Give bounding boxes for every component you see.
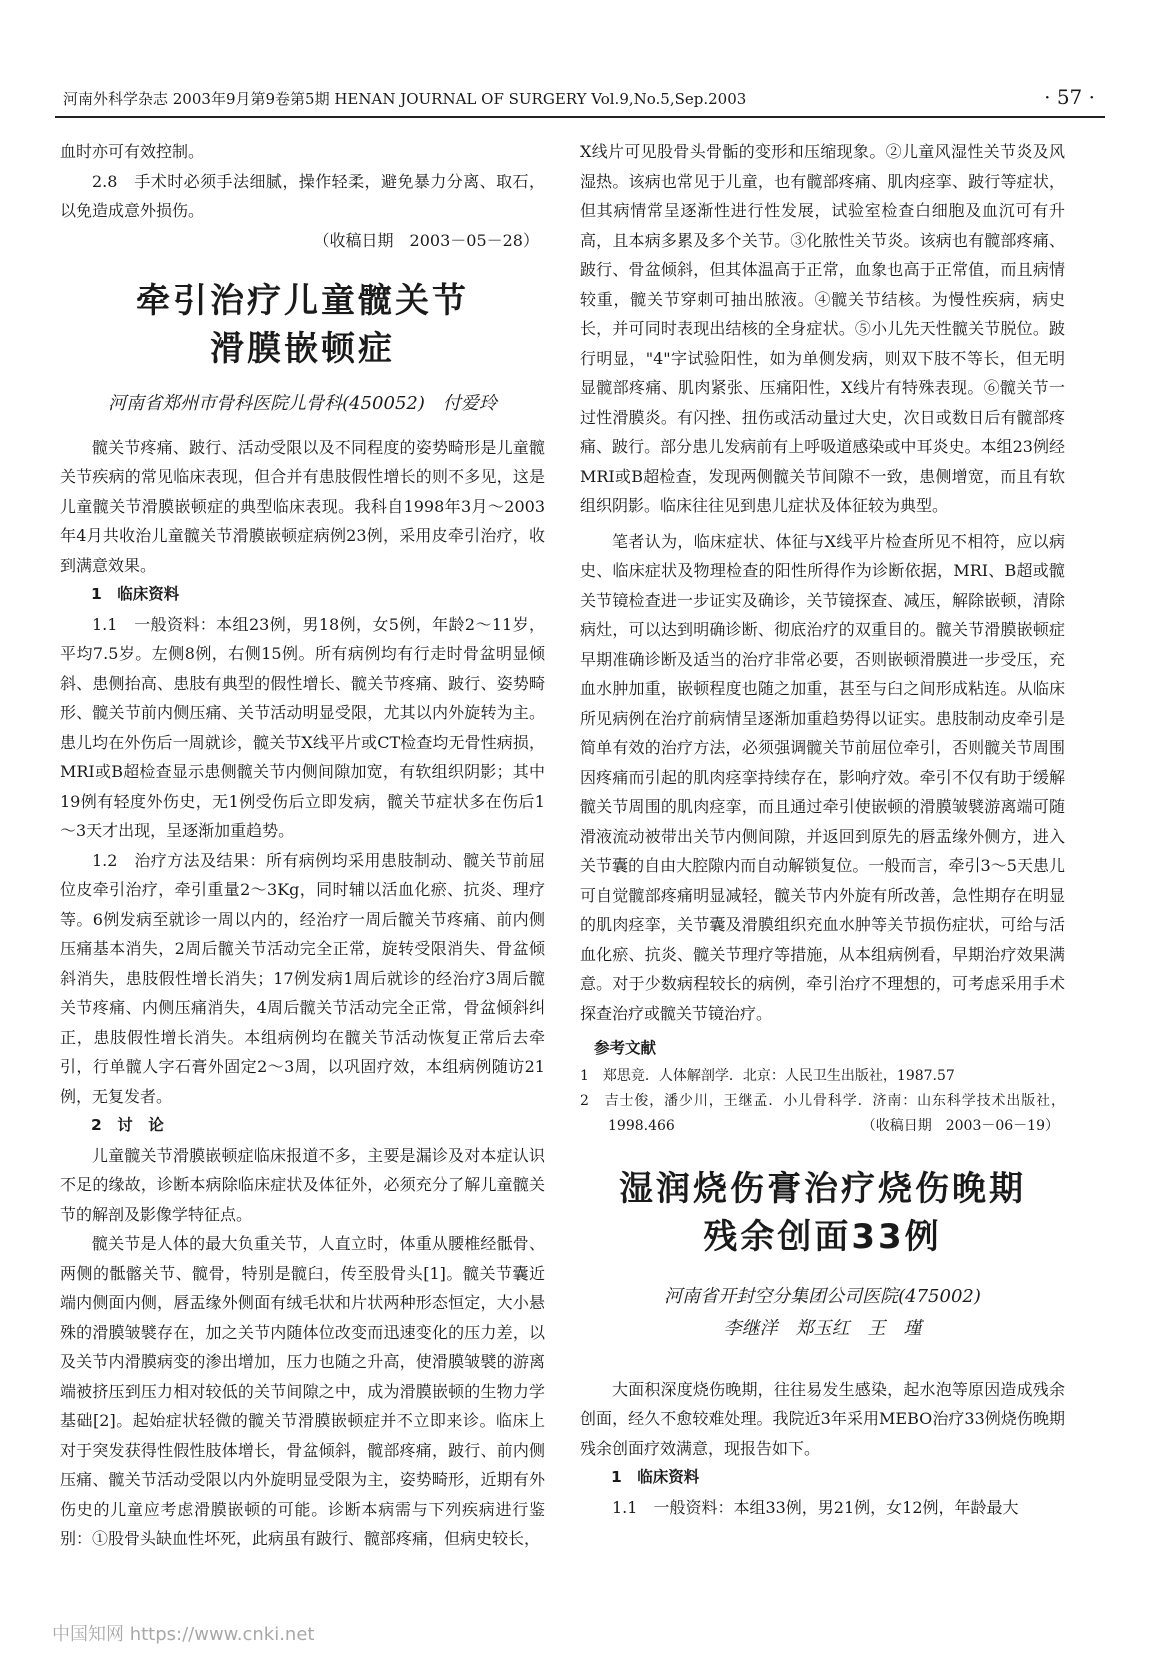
received-date: （收稿日期 2003－06－19） [861,1117,1059,1134]
paragraph-2-2: 髋关节是人体的最大负重关节，人直立时，体重从腰椎经骶骨、两侧的骶髂关节、髋骨，特别是髋臼，传至股骨头[1]。髋关节囊近端内侧面内侧，唇盂缘外侧面有绒毛状和片状两种形态恒定，大小悬殊的滑膜皱襞存在，加之关节内随体位改变而迅速变化的压力差，以及关节内滑膜病变的渗出增加，压力也随之升高，使滑膜皱襞的游离端被挤压到压力相对较低的关节间隙之中，成为滑膜嵌顿的生物力学基础[2]。起始症状轻微的髋关节滑膜嵌顿症并不立即来诊。临床上对于突发获得性假性肢体增长，骨盆倾斜，髋部疼痛，跛行、前内侧压痛、髋关节活动受限以内外旋明显受限为主，姿势畸形，近期有外伤史的儿童应考虑滑膜嵌顿的可能。诊断本病需与下列疾病进行鉴别：①股骨头缺血性坏死，此病虽有跛行、髋部疼痛，但病史较长， [60,1234,545,1548]
references-title: 参考文献 [593,1039,656,1057]
running-header [55,86,1105,118]
article2-paragraph-1-1: 1.1 一般资料：本组33例，男21例，女12例，年龄最大 [612,1497,1019,1517]
article-title-line-2: 滑膜嵌顿症 [210,329,395,369]
article2-section-heading: 1 临床资料 [611,1468,700,1486]
discussion-conclusion: 笔者认为，临床症状、体征与X线平片检查所见不相符，应以病史、临床症状及物理检查的阳性所得作为诊断依据，MRI、B超或髋关节镜检查进一步证实及确诊，关节镜探查、减压，解除嵌顿，清除病灶，可以达到明确诊断、彻底治疗的双重目的。髋关节滑膜嵌顿症早期准确诊断及适当的治疗非常必要，否则嵌顿滑膜进一步受压，充血水肿加重，嵌顿程度也随之加重，甚至与臼之间形成粘连。从临床所见病例在治疗前病情呈逐渐加重趋势得以证实。患肢制动皮牵引是简单有效的治疗方法，必须强调髋关节前屈位牵引，否则髋关节周围因疼痛而引起的肌肉痉挛持续存在，影响疗效。牵引不仅有助于缓解髋关节周围的肌肉痉挛，而且通过牵引使嵌顿的滑膜皱襞游离端可随滑液流动被带出关节内侧间隙，并返回到原先的唇盂缘外侧方，进入关节囊的自由大腔隙内而自动解锁复位。一般而言，牵引3～5天患儿可自觉髋部疼痛明显减轻，髋关节内外旋有所改善，急性期存在明显的肌肉痉挛，关节囊及滑膜组织充血水肿等关节损伤症状，可给与活血化瘀、抗炎、髋关节理疗等措施，从本组病例看，早期治疗效果满意。对于少数病程较长的病例，牵引治疗不理想的，可考虑采用手术探查治疗或髋关节镜治疗。 [580,531,1065,1023]
journal-info: 河南外科学杂志 2003年9月第9卷第5期 HENAN JOURNAL OF SURGERY Vol.9,No.5,Sep.2003 [63,90,747,108]
section-heading-discussion: 2 讨 论 [91,1116,164,1134]
right-column [580,137,1065,1522]
reference-item: 2 吉士俊，潘少川，王继孟．小儿骨科学．济南：山东科学技术出版社，1998.466 [580,1092,1065,1134]
prev-article-received-date: （收稿日期 2003－05－28） [313,230,539,250]
prev-article-tail: 血时亦可有效控制。 [60,142,205,161]
article-affiliation: 河南省郑州市骨科医院儿骨科(450052) 付爱玲 [108,393,497,414]
article-intro: 髋关节疼痛、跛行、活动受限以及不同程度的姿势畸形是儿童髋关节疾病的常见临床表现，但合并有患肢假性增长的则不多见，这是儿童髋关节滑膜嵌顿症的典型临床表现。我科自1998年3月～2003年4月共收治儿童髋关节滑膜嵌顿症病例23例，采用皮牵引治疗，收到满意效果。 [60,437,545,575]
page-number: · 57 · [1044,85,1095,109]
article-title-line-1: 牵引治疗儿童髋关节 [136,281,469,321]
paragraph-1-2: 1.2 治疗方法及结果：所有病例均采用患肢制动、髋关节前屈位皮牵引治疗，牵引重量2～3Kg，同时辅以活血化瘀、抗炎、理疗等。6例发病至就诊一周以内的，经治疗一周后髋关节疼痛、前内侧压痛基本消失，2周后髋关节活动完全正常，旋转受限消失、骨盆倾斜消失，患肢假性增长消失；17例发病1周后就诊的经治疗3周后髋关节疼痛、内侧压痛消失，4周后髋关节活动完全正常，骨盆倾斜纠正，患肢假性增长消失。本组病例均在髋关节活动恢复正常后去牵引，行单髋人字石膏外固定2～3周，以巩固疗效，本组病例随访21例，无复发者。 [60,850,545,1106]
article2-title-line-1: 湿润烧伤膏治疗烧伤晚期 [619,1168,1026,1209]
article2-title-line-2: 残余创面33例 [703,1216,942,1257]
discussion-continued: X线片可见股骨头骨骺的变形和压缩现象。②儿童风湿性关节炎及风湿热。该病也常见于儿童，也有髋部疼痛、肌肉痉挛、跛行等症状，但其病情常呈逐渐性进行性发展，试验室检查白细胞及血沉可有升高，且本病多累及多个关节。③化脓性关节炎。该病也有髋部疼痛、跛行、骨盆倾斜，但其体温高于正常，血象也高于正常值，而且病情较重，髋关节穿刺可抽出脓液。④髋关节结核。为慢性疾病，病史长，并可同时表现出结核的全身症状。⑤小儿先天性髋关节脱位。跛行明显，"4"字试验阳性，如为单侧发病，则双下肢不等长，但无明显髋部疼痛、肌肉紧张、压痛阳性，X线片有特殊表现。⑥髋关节一过性滑膜炎。有闪挫、扭伤或活动量过大史，次日或数日后有髋部疼痛、跛行。部分患儿发病前有上呼吸道感染或中耳炎史。本组23例经MRI或B超检查，发现两侧髋关节间隙不一致，患侧增宽，而且有软组织阴影。临床往往见到患儿症状及体征较为典型。 [580,142,1065,515]
paragraph-1-1: 1.1 一般资料：本组23例，男18例，女5例，年龄2～11岁，平均7.5岁。左侧8例，右侧15例。所有病例均有行走时骨盆明显倾斜、患侧抬高、患肢有典型的假性增长、髋关节疼痛、跛行、姿势畸形、髋关节前内侧压痛、关节活动明显受限，尤其以内外旋转为主。患儿均在外伤后一周就诊，髋关节X线平片或CT检查均无骨性病损，MRI或B超检查显示患侧髋关节内侧间隙加宽，有软组织阴影；其中19例有轻度外伤史，无1例受伤后立即发病，髋关节症状多在伤后1～3天才出现，呈逐渐加重趋势。 [60,614,545,840]
article2-intro: 大面积深度烧伤晚期，往往易发生感染，起水泡等原因造成残余创面，经久不愈较难处理。我院近3年采用MEBO治疗33例烧伤晚期残余创面疗效满意，现报告如下。 [580,1379,1065,1458]
left-column [60,137,545,1554]
article2-authors: 李继洋 郑玉红 王 瑾 [723,1317,922,1339]
article2-affiliation: 河南省开封空分集团公司医院(475002) [664,1285,981,1307]
section-heading-clinical: 1 临床资料 [91,585,180,603]
watermark: 中国知网 https://www.cnki.net [52,1624,315,1645]
paragraph-2-1: 儿童髋关节滑膜嵌顿症临床报道不多，主要是漏诊及对本症认识不足的缘故，诊断本病除临床症状及体征外，必须充分了解儿童髋关节的解剖及影像学特征点。 [60,1145,545,1224]
prev-article-point-2-8: 2.8 手术时必须手法细腻，操作轻柔，避免暴力分离、取石，以免造成意外损伤。 [60,171,545,220]
reference-item: 1 郑思竞．人体解剖学．北京：人民卫生出版社，1987.57 [580,1067,955,1084]
